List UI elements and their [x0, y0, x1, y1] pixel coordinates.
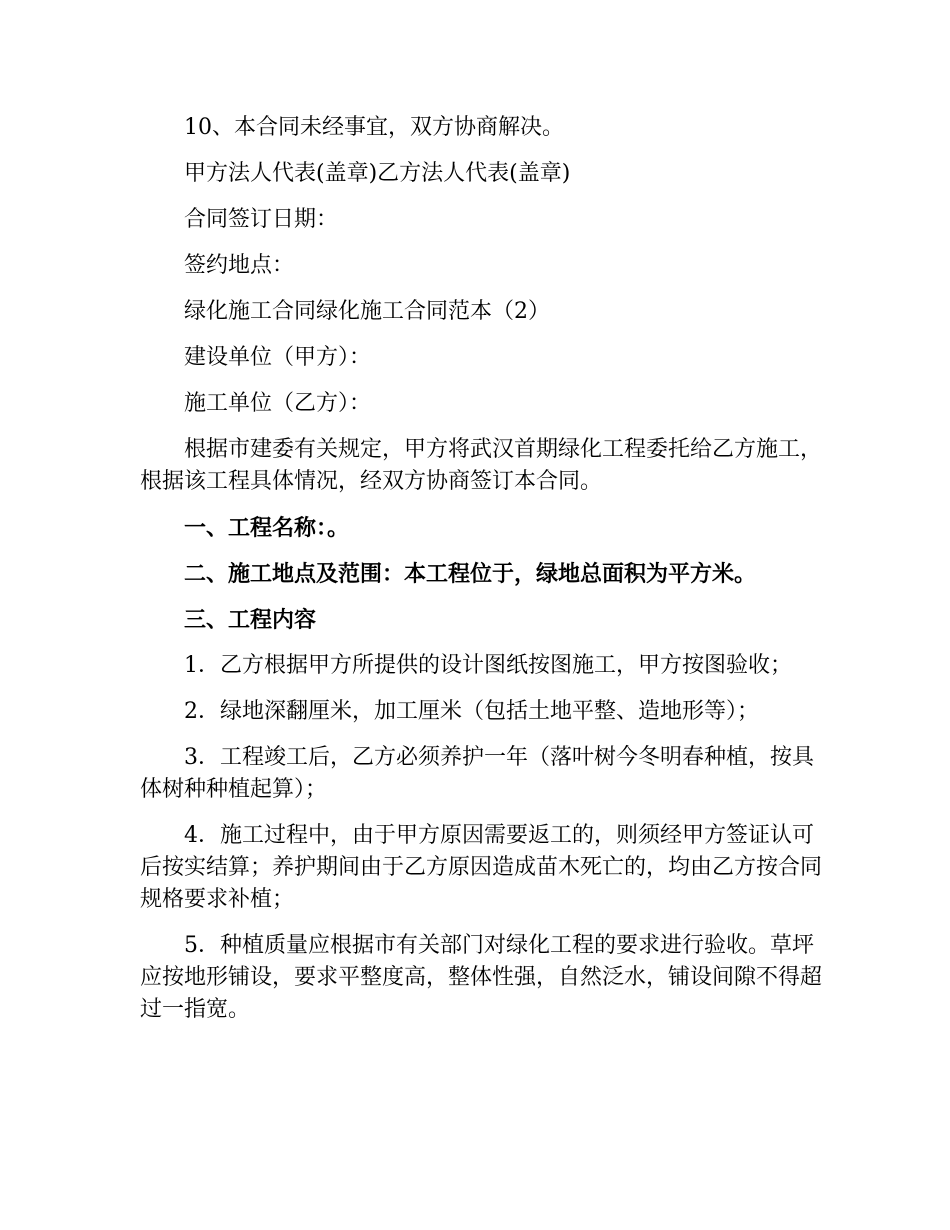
- paragraph-party-a: 建设单位（甲方）：: [184, 345, 372, 370]
- heading-project-content: 三、工程内容: [184, 607, 317, 633]
- paragraph-item-1: 1．乙方根据甲方所提供的设计图纸按图施工，甲方按图验收；: [184, 653, 792, 678]
- paragraph-preamble: 根据市建委有关规定，甲方将武汉首期绿化工程委托给乙方施工，根据该工程具体情况，经双方协商签订本合同。: [140, 437, 823, 494]
- paragraph-party-b: 施工单位（乙方）：: [184, 391, 372, 416]
- paragraph-item-2: 2．绿地深翻厘米，加工厘米（包括土地平整、造地形等）；: [184, 699, 759, 724]
- document-body: [140, 112, 830, 1040]
- paragraph-signatures: 甲方法人代表(盖章)乙方法人代表(盖章): [184, 161, 571, 186]
- heading-location-scope: 二、施工地点及范围：本工程位于，绿地总面积为平方米。: [184, 561, 757, 587]
- paragraph-item-3: 3．工程竣工后，乙方必须养护一年（落叶树今冬明春种植，按具体树种种植起算）；: [140, 745, 814, 802]
- paragraph-item-5: 5．种植质量应根据市有关部门对绿化工程的要求进行验收。草坪应按地形铺设，要求平整度高，整体性强，自然泛水，铺设间隙不得超过一指宽。: [140, 933, 823, 1022]
- heading-project-name: 一、工程名称：。: [184, 515, 350, 541]
- paragraph-contract-title: 绿化施工合同绿化施工合同范本（2）: [184, 299, 550, 324]
- paragraph-clause-10: 10、本合同未经事宜，双方协商解决。: [184, 115, 564, 140]
- paragraph-item-4: 4．施工过程中，由于甲方原因需要返工的，则须经甲方签证认可后按实结算；养护期间由于乙方原因造成苗木死亡的，均由乙方按合同规格要求补植；: [140, 823, 823, 912]
- paragraph-signing-date: 合同签订日期：: [184, 207, 339, 232]
- paragraph-signing-place: 签约地点：: [184, 253, 295, 278]
